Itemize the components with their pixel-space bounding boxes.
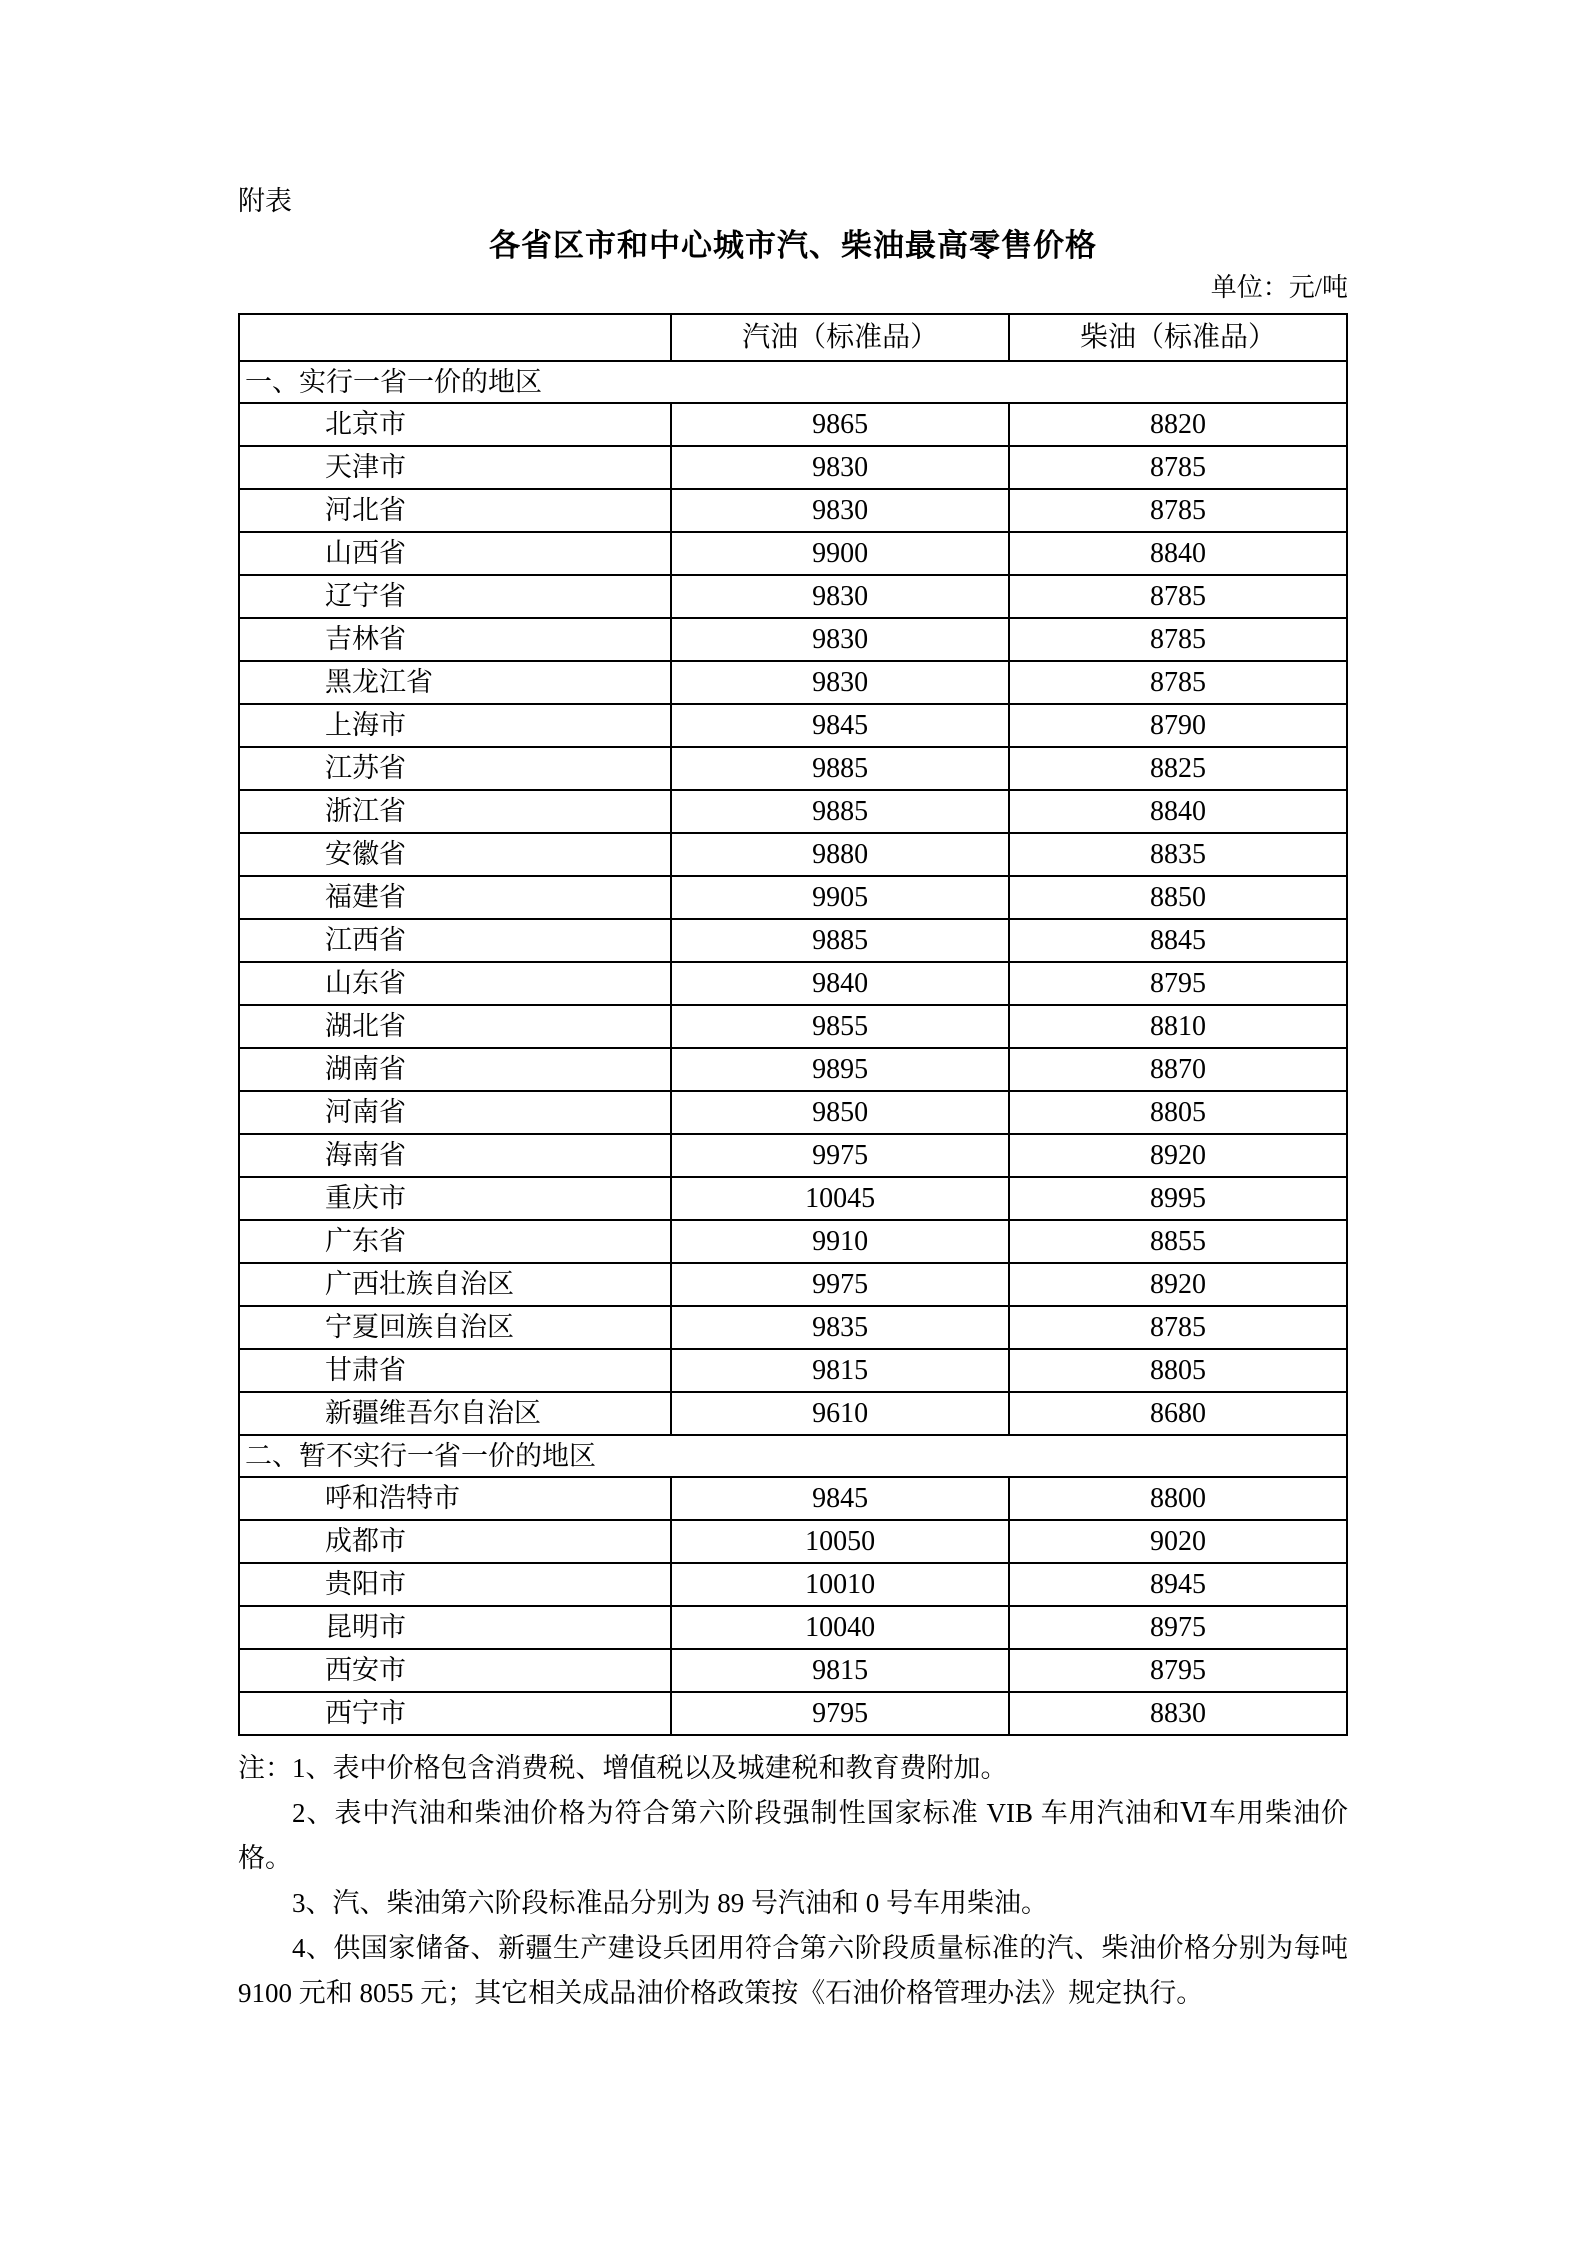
price-row	[239, 704, 1347, 747]
diesel-price-cell: 8850	[1009, 876, 1347, 919]
diesel-price-cell: 8825	[1009, 747, 1347, 790]
price-row	[239, 1177, 1347, 1220]
gasoline-price-cell: 9885	[671, 790, 1009, 833]
diesel-price-cell: 8785	[1009, 446, 1347, 489]
region-cell: 江西省	[239, 919, 671, 962]
gasoline-price-cell: 9850	[671, 1091, 1009, 1134]
region-cell: 广东省	[239, 1220, 671, 1263]
region-cell: 宁夏回族自治区	[239, 1306, 671, 1349]
section-row	[239, 1435, 1347, 1477]
diesel-price-cell: 8835	[1009, 833, 1347, 876]
region-cell: 山西省	[239, 532, 671, 575]
gasoline-price-cell: 9975	[671, 1263, 1009, 1306]
diesel-price-cell: 8785	[1009, 661, 1347, 704]
price-row	[239, 1392, 1347, 1435]
region-cell: 北京市	[239, 403, 671, 446]
diesel-price-cell: 8810	[1009, 1005, 1347, 1048]
price-row	[239, 1349, 1347, 1392]
gasoline-price-cell: 10045	[671, 1177, 1009, 1220]
region-cell: 江苏省	[239, 747, 671, 790]
region-cell: 天津市	[239, 446, 671, 489]
gasoline-price-cell: 9795	[671, 1692, 1009, 1735]
region-cell: 昆明市	[239, 1606, 671, 1649]
region-cell: 福建省	[239, 876, 671, 919]
gasoline-column-header: 汽油（标准品）	[671, 314, 1009, 361]
diesel-price-cell: 8795	[1009, 962, 1347, 1005]
price-row	[239, 790, 1347, 833]
region-column-header	[239, 314, 671, 361]
region-cell: 广西壮族自治区	[239, 1263, 671, 1306]
diesel-price-cell: 8785	[1009, 489, 1347, 532]
diesel-price-cell: 8855	[1009, 1220, 1347, 1263]
price-row	[239, 1220, 1347, 1263]
price-row	[239, 1649, 1347, 1692]
diesel-price-cell: 8920	[1009, 1134, 1347, 1177]
region-cell: 甘肃省	[239, 1349, 671, 1392]
diesel-price-cell: 8805	[1009, 1091, 1347, 1134]
region-cell: 贵阳市	[239, 1563, 671, 1606]
diesel-price-cell: 8995	[1009, 1177, 1347, 1220]
price-row	[239, 661, 1347, 704]
price-row	[239, 919, 1347, 962]
document-content	[238, 183, 1348, 2016]
gasoline-price-cell: 9855	[671, 1005, 1009, 1048]
price-row	[239, 1005, 1347, 1048]
price-row	[239, 489, 1347, 532]
section-heading: 一、实行一省一价的地区	[239, 361, 1347, 403]
region-cell: 浙江省	[239, 790, 671, 833]
gasoline-price-cell: 9835	[671, 1306, 1009, 1349]
diesel-price-cell: 8800	[1009, 1477, 1347, 1520]
region-cell: 成都市	[239, 1520, 671, 1563]
region-cell: 湖北省	[239, 1005, 671, 1048]
price-row	[239, 1048, 1347, 1091]
price-row	[239, 1692, 1347, 1735]
gasoline-price-cell: 9815	[671, 1649, 1009, 1692]
diesel-price-cell: 8820	[1009, 403, 1347, 446]
diesel-price-cell: 8870	[1009, 1048, 1347, 1091]
gasoline-price-cell: 9885	[671, 747, 1009, 790]
gasoline-price-cell: 10050	[671, 1520, 1009, 1563]
region-cell: 山东省	[239, 962, 671, 1005]
unit-label: 单位：元/吨	[1210, 273, 1348, 302]
gasoline-price-cell: 9845	[671, 704, 1009, 747]
region-cell: 湖南省	[239, 1048, 671, 1091]
diesel-price-cell: 8975	[1009, 1606, 1347, 1649]
region-cell: 重庆市	[239, 1177, 671, 1220]
gasoline-price-cell: 9880	[671, 833, 1009, 876]
gasoline-price-cell: 9975	[671, 1134, 1009, 1177]
diesel-price-cell: 9020	[1009, 1520, 1347, 1563]
gasoline-price-cell: 9830	[671, 446, 1009, 489]
diesel-column-header: 柴油（标准品）	[1009, 314, 1347, 361]
diesel-price-cell: 8830	[1009, 1692, 1347, 1735]
diesel-price-cell: 8785	[1009, 575, 1347, 618]
gasoline-price-cell: 9830	[671, 575, 1009, 618]
section-heading: 二、暂不实行一省一价的地区	[239, 1435, 1347, 1477]
region-cell: 新疆维吾尔自治区	[239, 1392, 671, 1435]
gasoline-price-cell: 9845	[671, 1477, 1009, 1520]
diesel-price-cell: 8680	[1009, 1392, 1347, 1435]
region-cell: 西安市	[239, 1649, 671, 1692]
price-row	[239, 1134, 1347, 1177]
diesel-price-cell: 8945	[1009, 1563, 1347, 1606]
diesel-price-cell: 8840	[1009, 790, 1347, 833]
gasoline-price-cell: 9610	[671, 1392, 1009, 1435]
price-row	[239, 962, 1347, 1005]
price-row	[239, 1520, 1347, 1563]
price-row	[239, 1477, 1347, 1520]
price-row	[239, 446, 1347, 489]
diesel-price-cell: 8805	[1009, 1349, 1347, 1392]
price-table	[238, 313, 1348, 1736]
appendix-label: 附表	[238, 186, 292, 216]
region-cell: 上海市	[239, 704, 671, 747]
price-row	[239, 618, 1347, 661]
region-cell: 呼和浩特市	[239, 1477, 671, 1520]
gasoline-price-cell: 10040	[671, 1606, 1009, 1649]
section-row	[239, 361, 1347, 403]
region-cell: 河南省	[239, 1091, 671, 1134]
region-cell: 吉林省	[239, 618, 671, 661]
gasoline-price-cell: 10010	[671, 1563, 1009, 1606]
gasoline-price-cell: 9910	[671, 1220, 1009, 1263]
diesel-price-cell: 8785	[1009, 618, 1347, 661]
gasoline-price-cell: 9815	[671, 1349, 1009, 1392]
diesel-price-cell: 8845	[1009, 919, 1347, 962]
page-title: 各省区市和中心城市汽、柴油最高零售价格	[489, 228, 1097, 263]
gasoline-price-cell: 9895	[671, 1048, 1009, 1091]
note-4: 4、供国家储备、新疆生产建设兵团用符合第六阶段质量标准的汽、柴油价格分别为每吨 9100 元和 8055 元；其它相关成品油价格政策按《石油价格管理办法》规定执行。	[238, 1933, 1348, 2008]
note-1: 注：1、表中价格包含消费税、增值税以及城建税和教育费附加。	[238, 1753, 1008, 1783]
price-row	[239, 1091, 1347, 1134]
region-cell: 海南省	[239, 1134, 671, 1177]
price-row	[239, 1306, 1347, 1349]
diesel-price-cell: 8840	[1009, 532, 1347, 575]
price-row	[239, 747, 1347, 790]
region-cell: 黑龙江省	[239, 661, 671, 704]
price-row	[239, 1563, 1347, 1606]
gasoline-price-cell: 9900	[671, 532, 1009, 575]
diesel-price-cell: 8795	[1009, 1649, 1347, 1692]
note-2: 2、表中汽油和柴油价格为符合第六阶段强制性国家标准 VIB 车用汽油和Ⅵ车用柴油价格。	[238, 1798, 1348, 1873]
region-cell: 安徽省	[239, 833, 671, 876]
diesel-price-cell: 8785	[1009, 1306, 1347, 1349]
gasoline-price-cell: 9830	[671, 661, 1009, 704]
table-header-row	[239, 314, 1347, 361]
diesel-price-cell: 8790	[1009, 704, 1347, 747]
gasoline-price-cell: 9830	[671, 618, 1009, 661]
price-row	[239, 1606, 1347, 1649]
price-row	[239, 575, 1347, 618]
gasoline-price-cell: 9865	[671, 403, 1009, 446]
price-row	[239, 833, 1347, 876]
gasoline-price-cell: 9840	[671, 962, 1009, 1005]
notes-block	[238, 1746, 1348, 2016]
price-row	[239, 1263, 1347, 1306]
gasoline-price-cell: 9830	[671, 489, 1009, 532]
gasoline-price-cell: 9905	[671, 876, 1009, 919]
gasoline-price-cell: 9885	[671, 919, 1009, 962]
region-cell: 河北省	[239, 489, 671, 532]
price-row	[239, 876, 1347, 919]
price-row	[239, 532, 1347, 575]
region-cell: 辽宁省	[239, 575, 671, 618]
region-cell: 西宁市	[239, 1692, 671, 1735]
price-row	[239, 403, 1347, 446]
diesel-price-cell: 8920	[1009, 1263, 1347, 1306]
note-3: 3、汽、柴油第六阶段标准品分别为 89 号汽油和 0 号车用柴油。	[292, 1888, 1048, 1918]
